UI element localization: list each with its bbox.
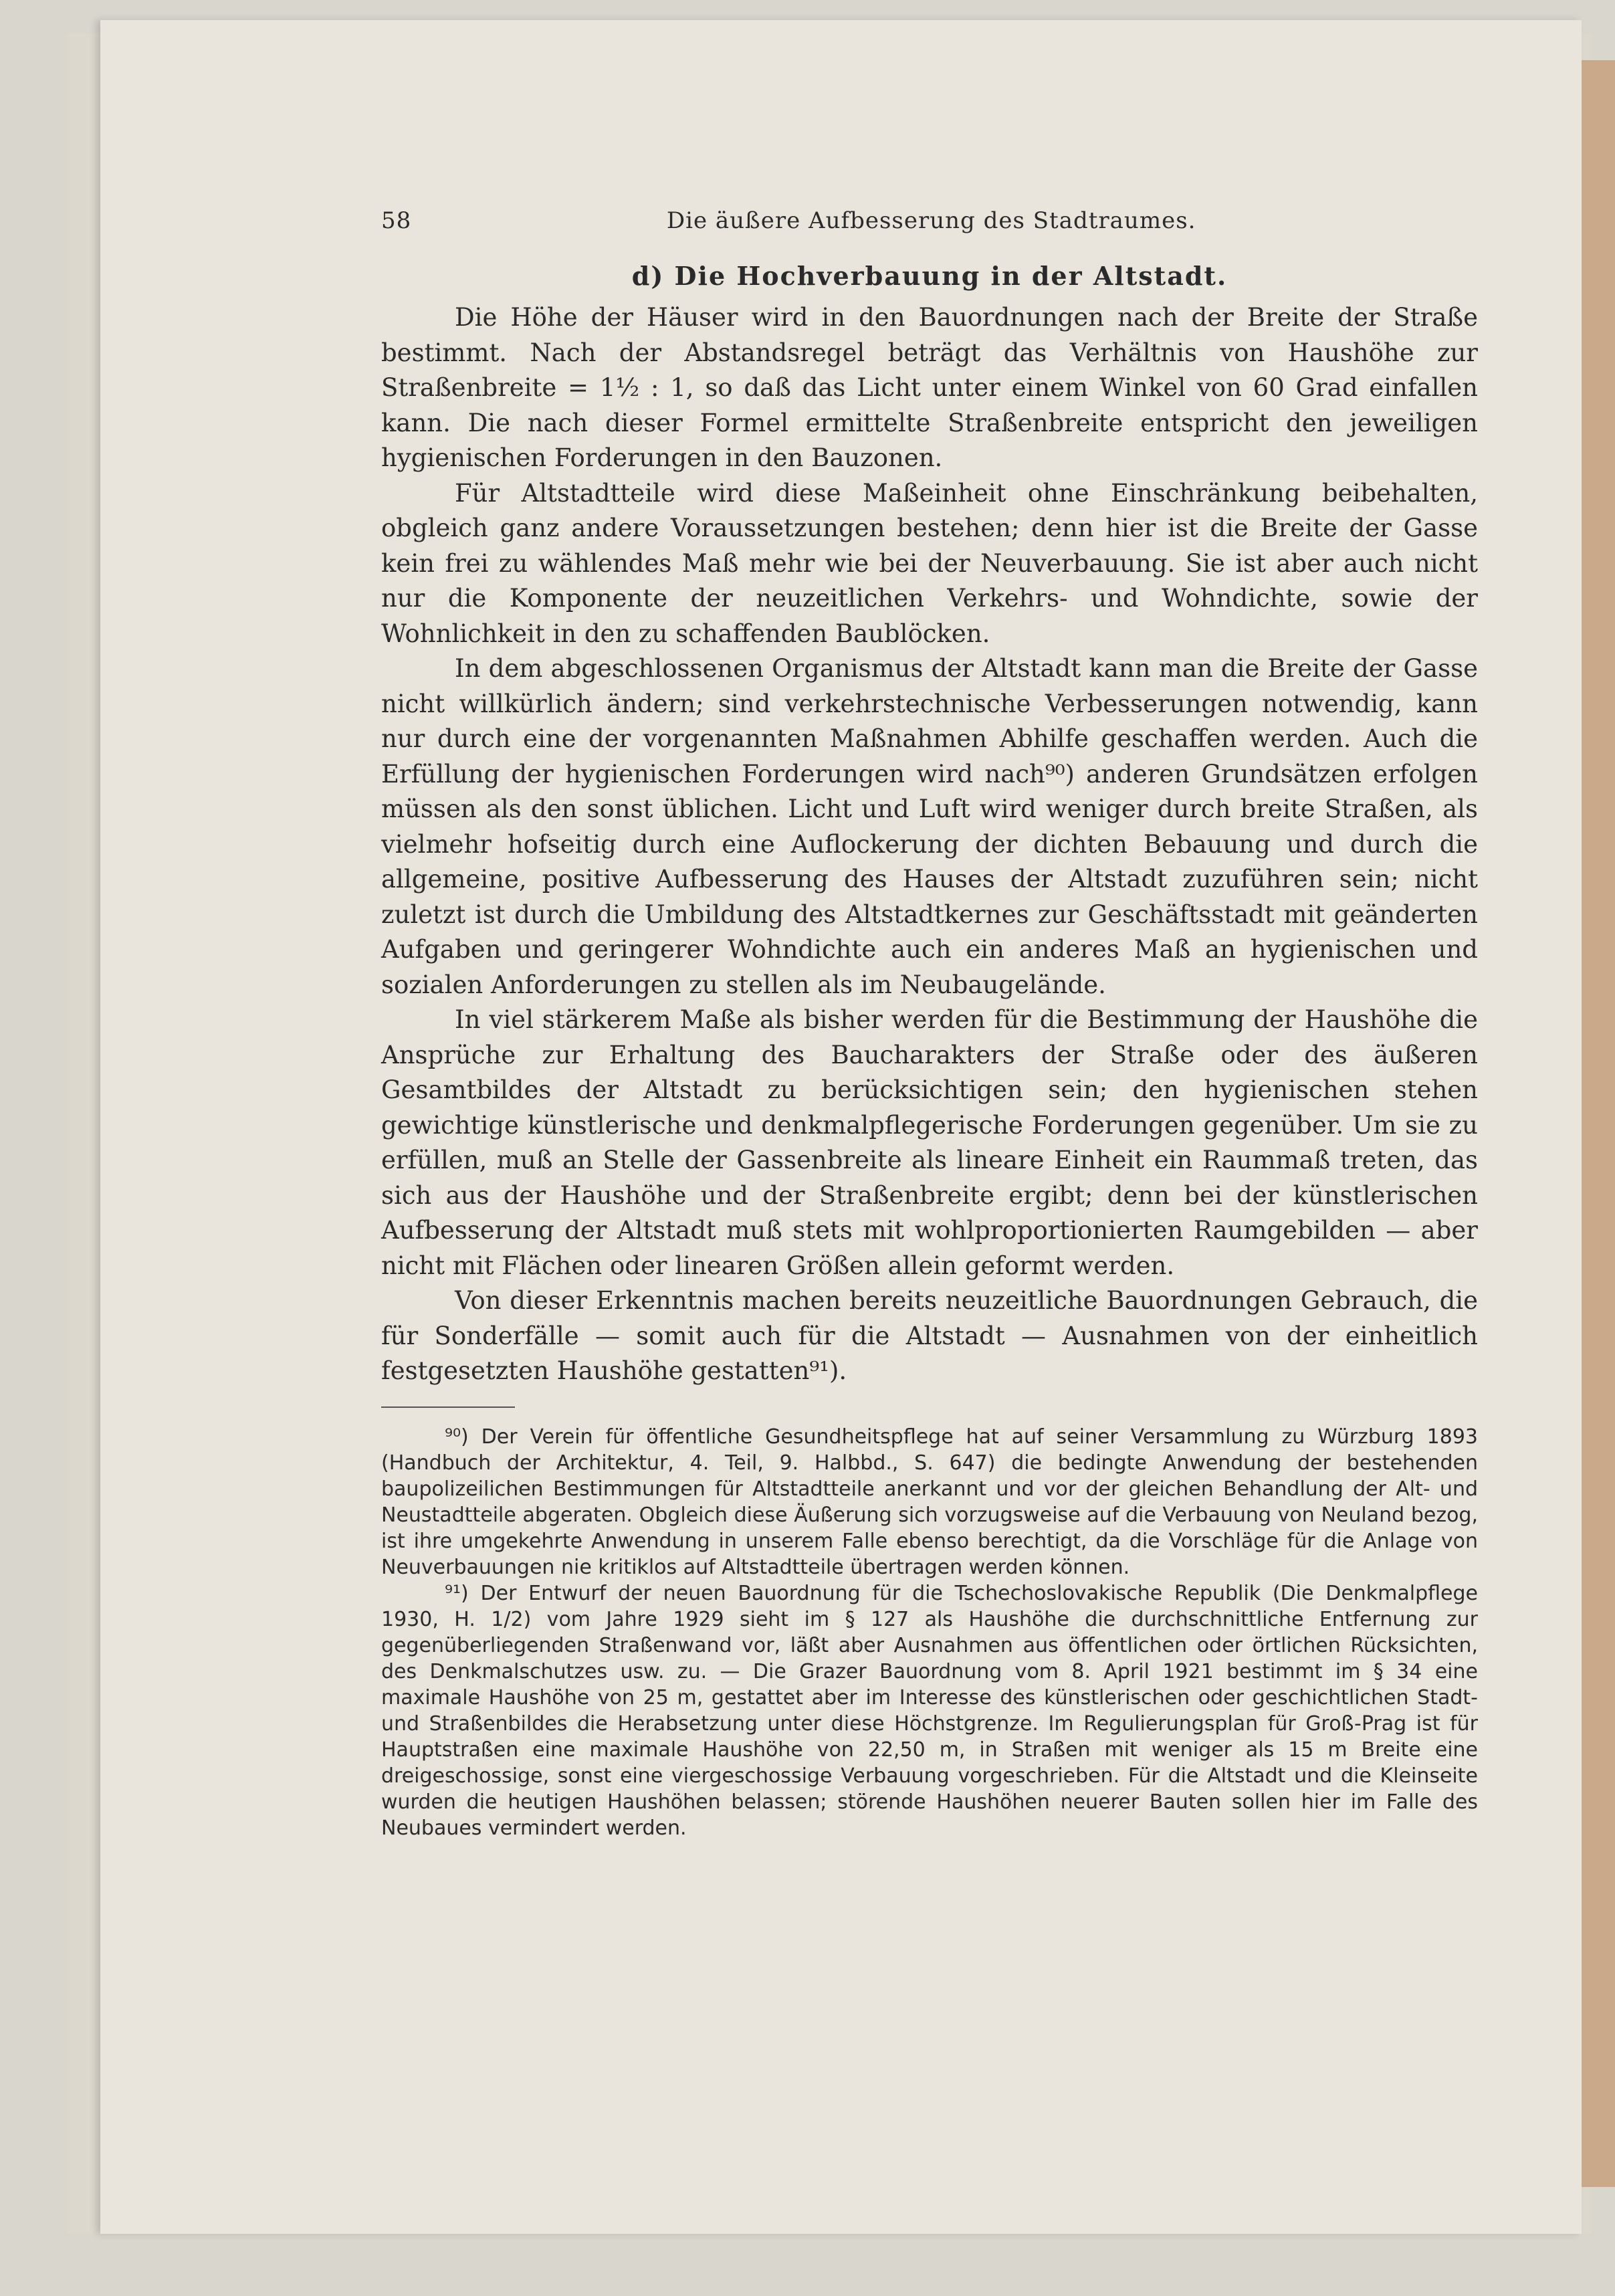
facing-page-edge [1582, 60, 1615, 2187]
paragraph: Von dieser Erkenntnis machen bereits neuzeitliche Bauordnungen Gebrauch, die für Sonderfälle — somit auch für die Altstadt — Ausnahmen von der einheitlich festgesetzten Haushöhe gestatten⁹¹). [381, 1286, 1478, 1385]
section-title: d) Die Hochverbauung in der Altstadt. [631, 261, 1228, 291]
paragraph: Die Höhe der Häuser wird in den Bauordnungen nach der Breite der Straße bestimmt. Nach der Abstandsregel beträgt das Verhältnis von Haushöhe zur Straßenbreite = 1½ : 1, so daß das Licht unter einem Winkel von 60 Grad einfallen kann. Die nach dieser Formel ermittelte Straßenbreite entspricht den jeweiligen hygienischen Forderungen in den Bauzonen. [381, 303, 1478, 472]
paragraph: In viel stärkerem Maße als bisher werden für die Bestimmung der Haushöhe die Ansprüche zur Erhaltung des Baucharakters der Straße oder des äußeren Gesamtbildes der Altstadt zu berücksichtigen sein; den hygienischen stehen gewichtige künstlerische und denkmalpflegerische Forderungen gegenüber. Um sie zu erfüllen, muß an Stelle der Gassenbreite als lineare Einheit ein Raummaß treten, das sich aus der Haushöhe und der Straßenbreite ergibt; denn bei der künstlerischen Aufbesserung der Altstadt muß stets mit wohlproportionierten Raumgebilden — aber nicht mit Flächen oder linearen Größen allein geformt werden. [381, 1005, 1478, 1280]
running-title: Die äußere Aufbesserung des Stadtraumes. [666, 207, 1196, 234]
running-header [381, 207, 1478, 254]
footnote: ⁹¹) Der Entwurf der neuen Bauordnung für die Tschechoslovakische Republik (Die Denkmalpflege 1930, H. 1/2) vom Jahre 1929 sieht im § 127 als Haushöhe die durchschnittliche Entfernung zur gegenüberliegenden Straßenwand vor, läßt aber Ausnahmen aus öffentlichen oder örtlichen Rücksichten, des Denkmalschutzes usw. zu. — Die Grazer Bauordnung vom 8. April 1921 bestimmt im § 34 eine maximale Haushöhe von 25 m, gestattet aber im Interesse des künstlerischen oder geschichtlichen Stadt- und Straßenbildes die Herabsetzung unter diese Höchstgrenze. Im Regulierungsplan für Groß-Prag ist für Hauptstraßen eine maximale Haushöhe von 22,50 m, in Straßen mit weniger als 15 m Breite eine dreigeschossige, sonst eine viergeschossige Verbauung vorgeschrieben. Für die Altstadt und die Kleinseite wurden die heutigen Haushöhen belassen; störende Haushöhen neuerer Bauten sollen hier im Falle des Neubaues vermindert werden. [381, 1581, 1478, 1840]
paragraph: In dem abgeschlossenen Organismus der Altstadt kann man die Breite der Gasse nicht willkürlich ändern; sind verkehrstechnische Verbesserungen notwendig, kann nur durch eine der vorgenannten Maßnahmen Abhilfe geschaffen werden. Auch die Erfüllung der hygienischen Forderungen wird nach⁹⁰) anderen Grundsätzen erfolgen müssen als den sonst üblichen. Licht und Luft wird weniger durch breite Straßen, als vielmehr hofseitig durch eine Auflockerung der dichten Bebauung und durch die allgemeine, positive Aufbesserung des Hauses der Altstadt zuzuführen sein; nicht zuletzt ist durch die Umbildung des Altstadtkernes zur Geschäftsstadt mit geänderten Aufgaben und geringerer Wohndichte auch ein anderes Maß an hygienischen und sozialen Anforderungen zu stellen als im Neubaugelände. [381, 654, 1478, 999]
page-number: 58 [381, 207, 412, 234]
paragraph: Für Altstadtteile wird diese Maßeinheit ohne Einschränkung beibehalten, obgleich ganz andere Voraussetzungen bestehen; denn hier ist die Breite der Gasse kein frei zu wählendes Maß mehr wie bei der Neuverbauung. Sie ist aber auch nicht nur die Komponente der neuzeitlichen Verkehrs- und Wohndichte, sowie der Wohnlichkeit in den zu schaffenden Baublöcken. [381, 478, 1478, 648]
footnote-separator [381, 1406, 515, 1408]
footnote: ⁹⁰) Der Verein für öffentliche Gesundheitspflege hat auf seiner Versammlung zu Würzburg 1893 (Handbuch der Architektur, 4. Teil, 9. Halbbd., S. 647) die bedingte Anwendung der bestehenden baupolizeilichen Bestimmungen für Altstadtteile anerkannt und vor der gleichen Behandlung der Alt- und Neustadtteile abgeraten. Obgleich diese Äußerung sich vorzugsweise auf die Verbauung von Neuland bezog, ist ihre umgekehrte Anwendung in unserem Falle ebenso berechtigt, da die Vorschläge für die Anlage von Neuverbauungen nie kritiklos auf Altstadtteile übertragen werden können. [381, 1425, 1478, 1579]
page-content [381, 207, 1478, 1841]
